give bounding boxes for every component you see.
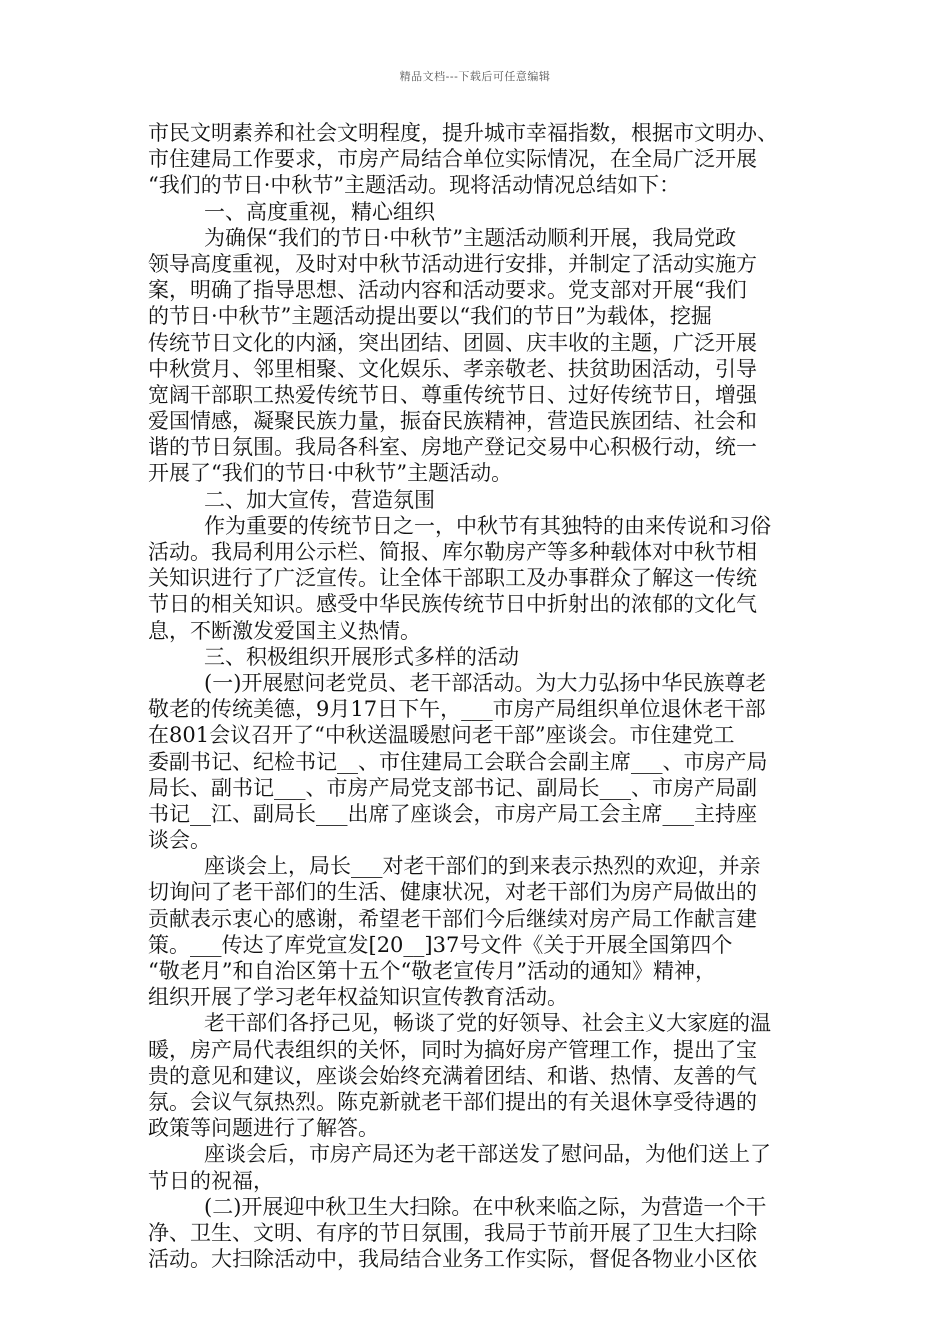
text-line: 中秋赏月、邻里相聚、文化娱乐、孝亲敬老、扶贫助困活动，引导: [148, 356, 757, 381]
text-line: 敬老的传统美德，9月17日下午，___市房产局组织单位退休老干部: [148, 697, 766, 722]
text-line: 传统节日文化的内涵，突出团结、团圆、庆丰收的主题，广泛开展: [148, 330, 757, 355]
text-line: 案，明确了指导思想、活动内容和活动要求。党支部对开展“我们: [148, 278, 747, 303]
text-line: 节日的相关知识。感受中华民族传统节日中折射出的浓郁的文化气: [148, 592, 757, 617]
text-line: 政策等问题进行了解答。: [148, 1116, 379, 1141]
text-line: 组织开展了学习老年权益知识宣传教育活动。: [148, 985, 568, 1010]
text-line: 局长、副书记___、市房产局党支部书记、副局长___、市房产局副: [148, 775, 757, 800]
text-line: 谈会。: [148, 828, 211, 853]
text-line: 开展了“我们的节日·中秋节”主题活动。: [148, 461, 513, 486]
text-line: 的节日·中秋节”主题活动提出要以“我们的节日”为载体，挖掘: [148, 304, 712, 329]
text-line: 老干部们各抒己见，畅谈了党的好领导、社会主义大家庭的温: [204, 1011, 771, 1036]
text-line: 爱国情感，凝聚民族力量，振奋民族精神，营造民族团结、社会和: [148, 409, 757, 434]
text-line: 策。___传达了库党宣发[20__]37号文件《关于开展全国第四个: [148, 932, 733, 957]
text-line: 氛。会议气氛热烈。陈克新就老干部们提出的有关退休享受待遇的: [148, 1089, 757, 1114]
text-line: 市住建局工作要求，市房产局结合单位实际情况，在全局广泛开展: [148, 147, 757, 172]
text-line: 活动。我局利用公示栏、简报、库尔勒房产等多种载体对中秋节相: [148, 540, 757, 564]
text-line: (二)开展迎中秋卫生大扫除。在中秋来临之际，为营造一个干: [204, 1194, 767, 1219]
text-line: 市民文明素养和社会文明程度，提升城市幸福指数，根据市文明办、: [148, 121, 778, 145]
text-line: 宽阔干部职工热爱传统节日、尊重传统节日、过好传统节日，增强: [148, 382, 757, 407]
text-line: 委副书记、纪检书记__、市住建局工会联合会副主席___、市房产局: [148, 749, 768, 774]
text-line: 切询问了老干部们的生活、健康状况，对老干部们为房产局做出的: [148, 880, 757, 905]
text-line: 暖，房产局代表组织的关怀，同时为搞好房产管理工作，提出了宝: [148, 1037, 757, 1062]
text-line: 关知识进行了广泛宣传。让全体干部职工及办事群众了解这一传统: [148, 566, 757, 591]
text-line: 座谈会上，局长___对老干部们的到来表示热烈的欢迎，并亲: [204, 854, 761, 879]
text-line: 节日的祝福，: [148, 1168, 274, 1193]
text-line: 净、卫生、文明、有序的节日氛围，我局于节前开展了卫生大扫除: [148, 1220, 757, 1245]
text-line: 一、高度重视，精心组织: [204, 199, 435, 224]
text-line: 为确保“我们的节日·中秋节”主题活动顺利开展，我局党政: [204, 225, 737, 250]
text-line: 书记__江、副局长___出席了座谈会，市房产局工会主席___主持座: [148, 801, 757, 826]
text-line: 活动。大扫除活动中，我局结合业务工作实际，督促各物业小区依: [148, 1247, 757, 1272]
text-line: (一)开展慰问老党员、老干部活动。为大力弘扬中华民族尊老: [204, 670, 767, 695]
page-header: 精品文档---下载后可任意编辑: [399, 70, 551, 83]
text-line: 三、积极组织开展形式多样的活动: [204, 644, 519, 669]
text-line: 作为重要的传统节日之一，中秋节有其独特的由来传说和习俗: [204, 513, 771, 538]
text-line: “我们的节日·中秋节”主题活动。现将活动情况总结如下：: [148, 173, 681, 198]
text-line: 领导高度重视，及时对中秋节活动进行安排，并制定了活动实施方: [148, 251, 757, 276]
text-line: 谐的节日氛围。我局各科室、房地产登记交易中心积极行动，统一: [148, 435, 757, 460]
text-line: 息，不断激发爱国主义热情。: [148, 618, 421, 643]
text-line: 贡献表示衷心的感谢，希望老干部们今后继续对房产局工作献言建: [148, 906, 757, 931]
text-line: 在801会议召开了“中秋送温暖慰问老干部”座谈会。市住建党工: [148, 723, 735, 748]
text-line: 贵的意见和建议，座谈会始终充满着团结、和谐、热情、友善的气: [148, 1063, 757, 1088]
text-line: “敬老月”和自治区第十五个“敬老宣传月”活动的通知》精神，: [148, 959, 716, 983]
document-body: [148, 120, 814, 1272]
text-line: 座谈会后，市房产局还为老干部送发了慰问品，为他们送上了: [204, 1142, 771, 1167]
text-line: 二、加大宣传，营造氛围: [204, 487, 435, 512]
